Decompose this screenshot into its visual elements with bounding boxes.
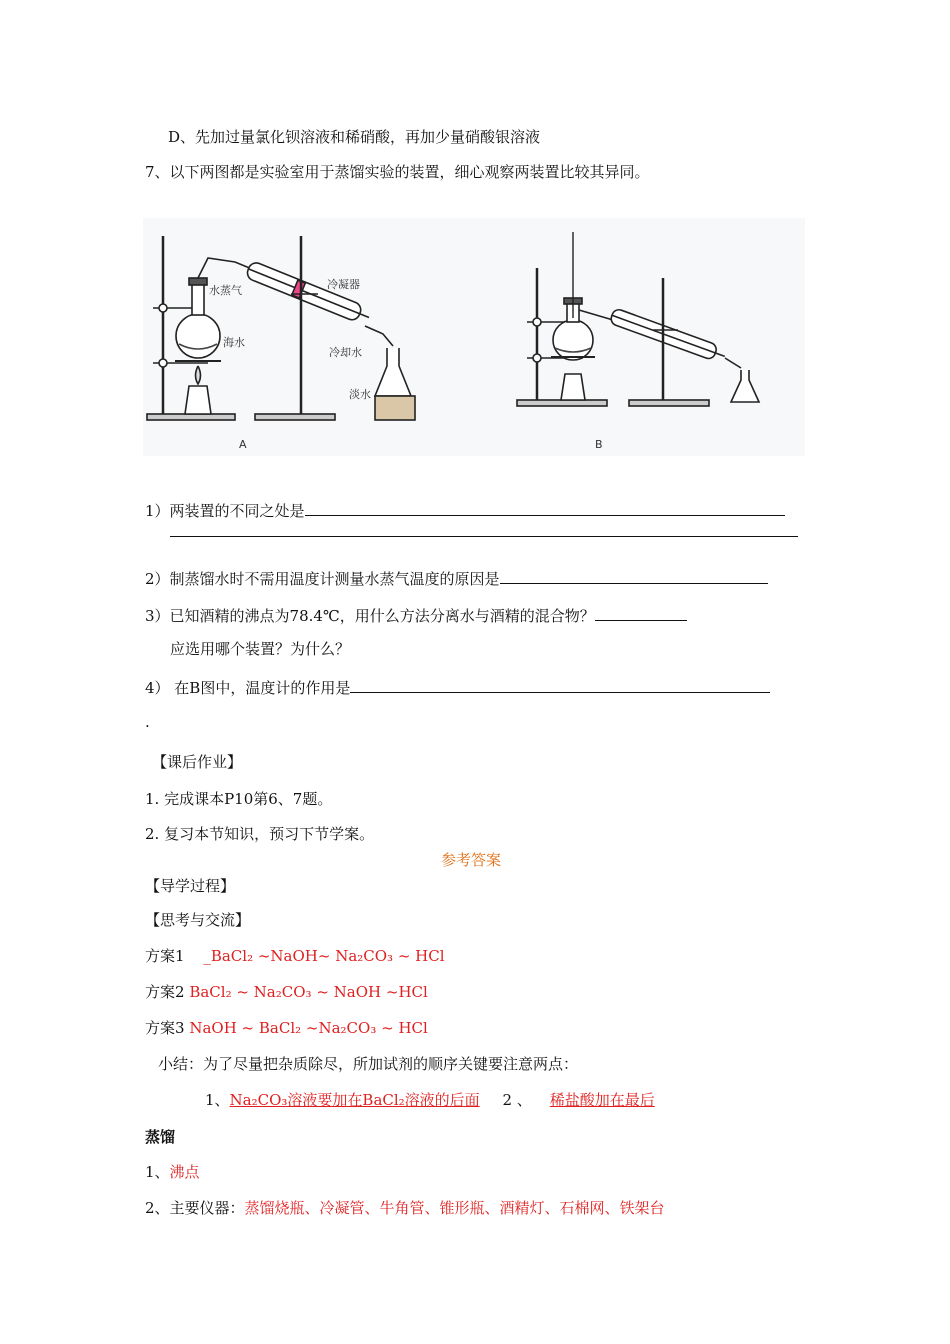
distill-1-prefix: 1、 (145, 1163, 170, 1181)
label-condenser: 冷凝器 (327, 278, 360, 291)
q3-line (145, 604, 687, 626)
q3b-text: 应选用哪个装置？为什么？ (170, 640, 351, 658)
distill-1 (145, 1162, 200, 1182)
key-points (205, 1090, 655, 1110)
point-1: Na₂CO₃溶液要加在BaCl₂溶液的后面 (229, 1091, 480, 1109)
q2-blank[interactable] (500, 567, 768, 584)
answers-think: 【思考与交流】 (145, 911, 251, 929)
q3-blank[interactable] (595, 604, 687, 621)
q1-text: 1）两装置的不同之处是 (145, 502, 305, 520)
q1-line (145, 499, 785, 521)
point-2: 稀盐酸加在最后 (549, 1091, 655, 1109)
point-2-prefix: 2 、 (502, 1091, 532, 1109)
label-steam: 水蒸气 (209, 284, 242, 297)
homework-title: 【课后作业】 (152, 753, 243, 771)
summary: 小结：为了尽量把杂质除尽，所加试剂的顺序关键要注意两点： (158, 1055, 579, 1073)
q2-text: 2）制蒸馏水时不需用温度计测量水蒸气温度的原因是 (145, 570, 500, 588)
q4-blank[interactable] (350, 676, 770, 693)
caption-b: B (595, 438, 603, 451)
q7-stem: 7、以下两图都是实验室用于蒸馏实验的装置，细心观察两装置比较其异同。 (145, 163, 650, 181)
q2-line (145, 567, 768, 589)
homework-item-2: 2. 复习本节知识，预习下节学案。 (145, 825, 375, 843)
plan-1 (145, 946, 445, 966)
plan-1-value: _BaCl₂ ~NaOH~ Na₂CO₃ ~ HCl (203, 947, 445, 965)
distill-2-value: 蒸馏烧瓶、冷凝管、牛角管、锥形瓶、酒精灯、石棉网、铁架台 (244, 1199, 665, 1217)
q4-line (145, 676, 770, 698)
answers-guide: 【导学过程】 (145, 877, 236, 895)
q1-line2 (170, 520, 798, 542)
q1-blank[interactable] (305, 499, 785, 516)
q3-text: 3）已知酒精的沸点为78.4℃，用什么方法分离水与酒精的混合物？ (145, 607, 595, 625)
label-cooling-water: 冷却水 (329, 346, 362, 359)
distill-1-value: 沸点 (169, 1163, 200, 1181)
answers-title: 参考答案 (441, 851, 502, 869)
q4-text: 4） 在B图中，温度计的作用是 (145, 679, 351, 697)
q1-blank-2[interactable] (170, 520, 798, 537)
plan-3 (145, 1018, 428, 1038)
distill-2 (145, 1198, 665, 1218)
label-fresh-water: 淡水 (349, 388, 371, 401)
plan-2-label: 方案2 (145, 983, 185, 1001)
homework-item-1: 1. 完成课本P10第6、7题。 (145, 790, 333, 808)
q4-dot: . (145, 713, 150, 731)
plan-2 (145, 982, 428, 1002)
label-seawater: 海水 (223, 336, 245, 349)
point-1-prefix: 1、 (205, 1091, 230, 1109)
caption-a: A (239, 438, 247, 451)
plan-1-label: 方案1 (145, 947, 185, 965)
plan-3-value: NaOH ~ BaCl₂ ~Na₂CO₃ ~ HCl (189, 1019, 428, 1037)
distillation-apparatus-figure (143, 218, 805, 456)
plan-2-value: BaCl₂ ~ Na₂CO₃ ~ NaOH ~HCl (189, 983, 428, 1001)
plan-3-label: 方案3 (145, 1019, 185, 1037)
q6-option-d: D、先加过量氯化钡溶液和稀硝酸，再加少量硝酸银溶液 (168, 128, 541, 146)
distill-title: 蒸馏 (145, 1128, 176, 1146)
distill-2-prefix: 2、主要仪器： (145, 1199, 245, 1217)
